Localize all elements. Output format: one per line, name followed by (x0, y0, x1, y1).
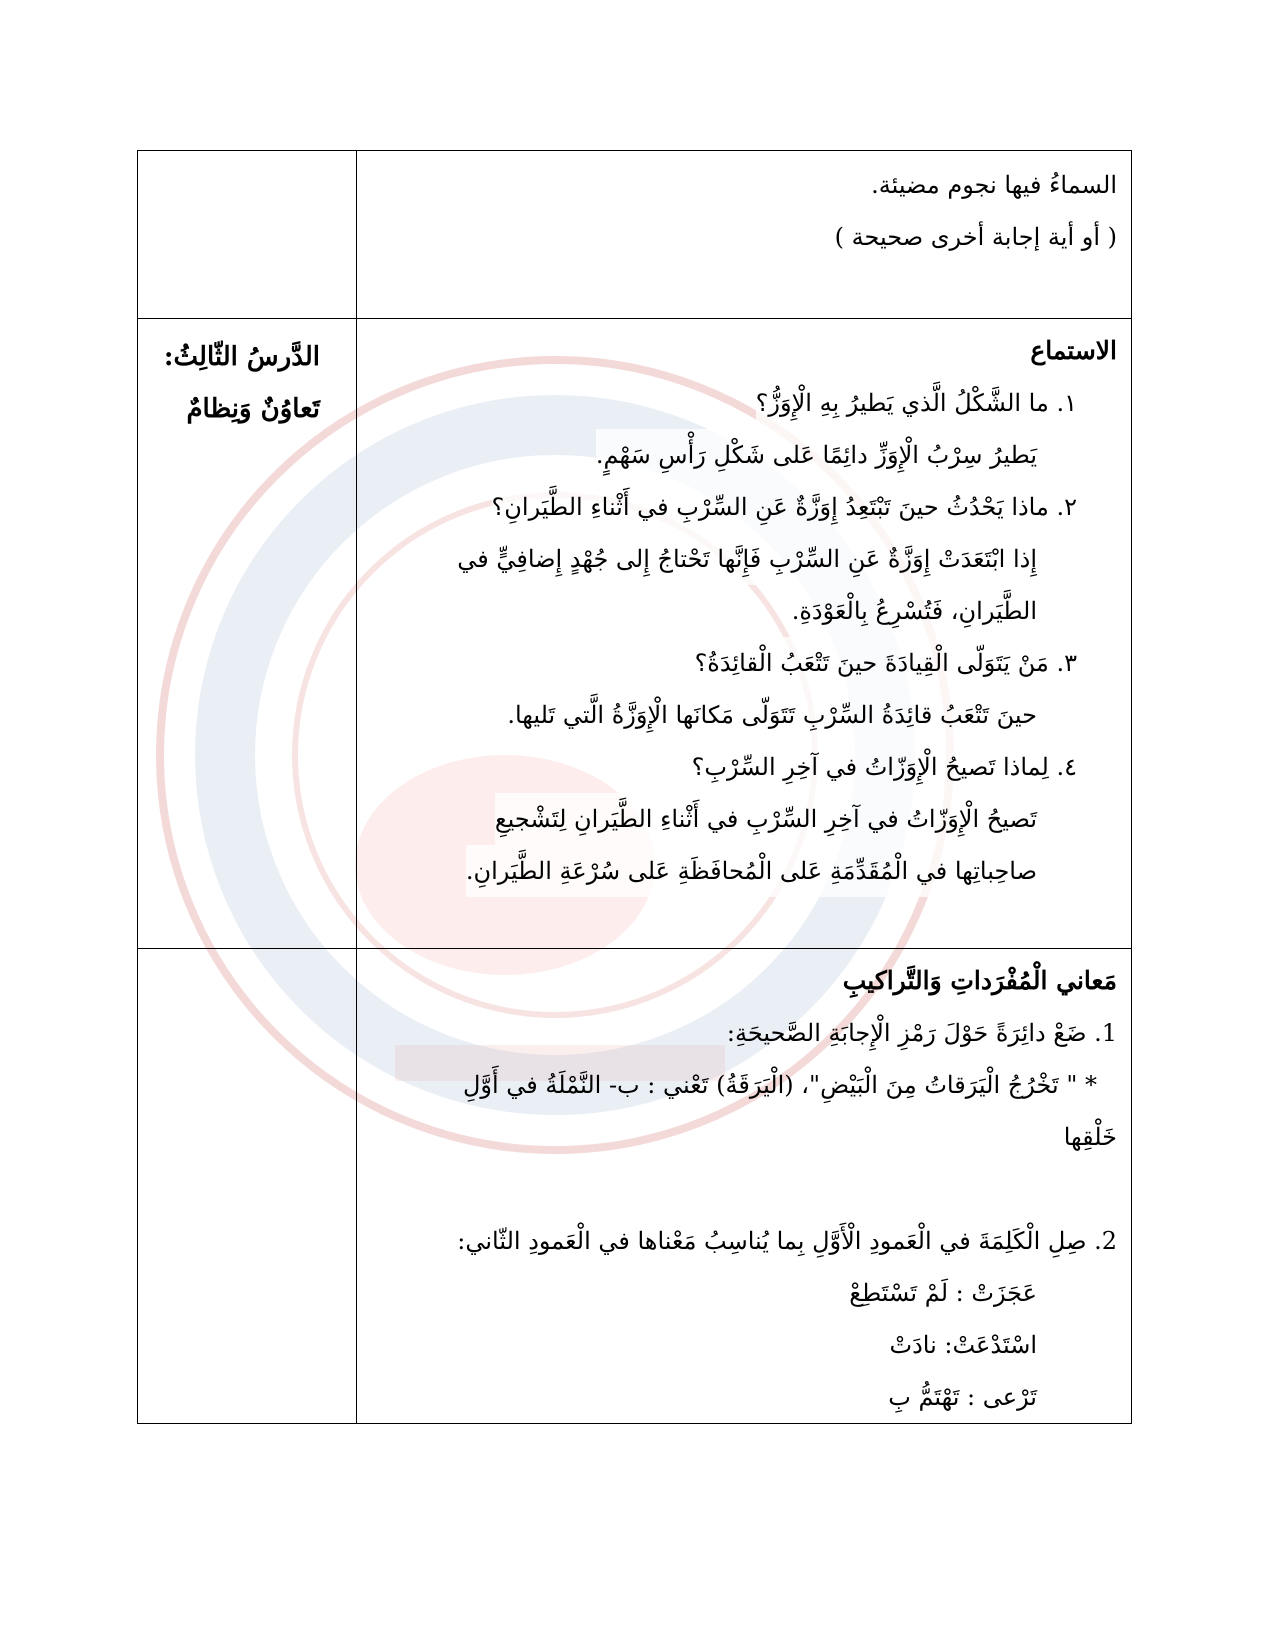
table-row (138, 319, 1132, 949)
empty-side-cell (138, 949, 357, 1424)
question-2: ٢. ماذا يَحْدُثُ حينَ تَبْتَعِدُ إِوَزَّةٌ عَنِ السِّرْبِ في أَثْناءِ الطَّيَرانِ؟ (492, 481, 1077, 533)
exercise-1-line-2: خَلْقِها (1063, 1123, 1117, 1151)
answer-note: ( أو أية إجابة أخرى صحيحة ) (834, 223, 1117, 251)
answer-4-line-2: صاحِباتِها في الْمُقَدِّمَةِ عَلى الْمُحافَظَةِ عَلى سُرْعَةِ الطَّيَرانِ. (466, 845, 1037, 897)
answer-3: حينَ تَتْعَبُ قائِدَةُ السِّرْبِ تَتَوَلّى مَكانَها الْإِوَزَّةُ الَّتي تَليها. (507, 689, 1037, 741)
exercise-2-instruction: 2. صِلِ الْكَلِمَةَ في الْعَمودِ الْأَوَّلِ بِما يُناسِبُ مَعْناها في الْعَمودِ الثّاني: (457, 1227, 1117, 1255)
question-4: ٤. لِماذا تَصيحُ الْإِوَزّاتُ في آخِرِ السِّرْبِ؟ (692, 741, 1077, 793)
vocabulary-cell (357, 949, 1132, 1424)
table-row (138, 151, 1132, 319)
answer-cell (357, 151, 1132, 319)
lesson-title: الدَّرسُ الثّالِثُ: (163, 342, 320, 372)
word-pair-3: تَرْعى : تَهْتَمُّ بِ (888, 1383, 1037, 1411)
exercise-1-instruction: 1. ضَعْ دائِرَةً حَوْلَ رَمْزِ الْإِجابَةِ الصَّحيحَةِ: (726, 1019, 1117, 1047)
lesson-subtitle: تَعاوُنٌ وَنِظامٌ (186, 394, 320, 424)
section-heading-listening: الاستماع (1030, 336, 1117, 365)
answer-4-line-1: تَصيحُ الْإِوَزّاتُ في آخِرِ السِّرْبِ في أَثْناءِ الطَّيَرانِ لِتَشْجيعِ (495, 793, 1037, 845)
answer-line: السماءُ فيها نجوم مضيئة. (871, 171, 1117, 199)
question-3: ٣. مَنْ يَتَوَلّى الْقِيادَةَ حينَ تَتْعَبُ الْقائِدَةُ؟ (695, 637, 1077, 689)
word-pair-1: عَجَزَتْ : لَمْ تَسْتَطِعْ (849, 1279, 1037, 1307)
question-1: ١. ما الشَّكْلُ الَّذي يَطيرُ بِهِ الْإِوَزُّ؟ (756, 377, 1077, 429)
table-row (138, 949, 1132, 1424)
empty-side-cell (138, 151, 357, 319)
answer-2-line-1: إِذا ابْتَعَدَتْ إِوَزَّةٌ عَنِ السِّرْبِ فَإِنَّها تَحْتاجُ إِلى جُهْدٍ إِضافِيٍّ في (457, 533, 1037, 585)
lesson-table (137, 150, 1132, 1424)
section-heading-vocabulary: مَعاني الْمُفْرَداتِ وَالتَّراكيبِ (842, 966, 1117, 995)
exercise-1-line-1: * " تَخْرُجُ الْيَرَقاتُ مِنَ الْبَيْضِ"، (الْيَرَقَةُ) تَعْني : ب- النَّمْلَةُ في أَوَّلِ (462, 1071, 1097, 1099)
word-pair-2: اسْتَدْعَتْ: نادَتْ (889, 1331, 1037, 1359)
answer-2-line-2: الطَّيَرانِ، فَتُسْرِعُ بِالْعَوْدَةِ. (792, 585, 1037, 637)
answer-1: يَطيرُ سِرْبُ الْإِوَزِّ دائِمًا عَلى شَكْلِ رَأْسِ سَهْمٍ. (596, 429, 1037, 481)
listening-cell (357, 319, 1132, 949)
lesson-title-cell (138, 319, 357, 949)
